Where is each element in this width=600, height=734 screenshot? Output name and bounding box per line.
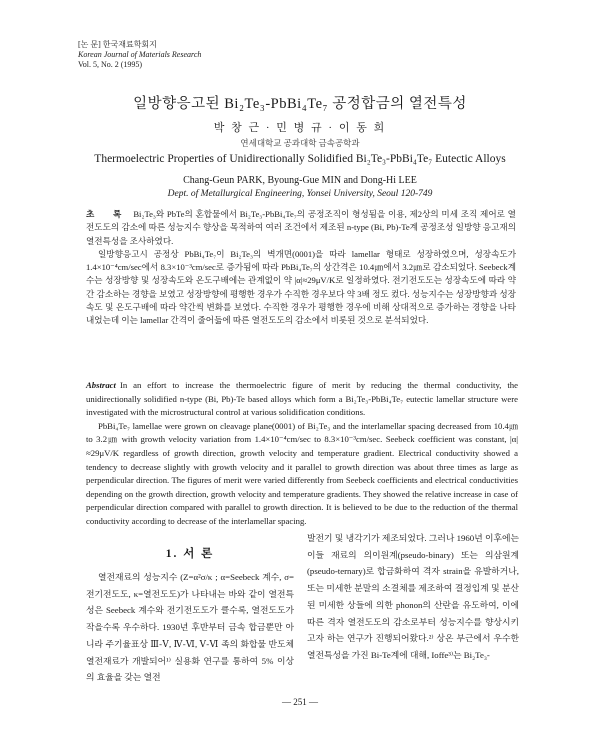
abstract-english-p2: PbBi₄Te₇ lamellae were grown on cleavage plane(0001) of Bi₂Te₃ and the interlamellar spacing decreased from 10.4㎛ to 3.2㎛ with growth velocity variation from 1.4×10⁻⁴cm/sec to 8.3×10⁻³cm/sec. Seebeck coefficient was constant, |α|≈29μV/K regardless of growth direction, growth velocity and temperature gradient. Electrical conductivity showed a tendency to decrease slightly with growth velocity and it parallel to growth direction was about three times as large as perpendicular direction. The figures of merit were varied differently from Seebeck coefficients and electrical conductivities depending on the growth direction, growth velocity and temperature gradients. They showed the relative increase in case of perpendicular direction compared with parallel to growth direction. It is believed to be due to the reduction of the thermal conductivity according to decrease of the interlamellar spacing. xyxy=(86,420,518,526)
authors-english: Chang-Geun PARK, Byoung-Gue MIN and Dong-Hi LEE xyxy=(183,175,417,186)
page-number: — 251 — xyxy=(282,697,318,707)
abstract-english xyxy=(86,379,518,529)
affiliation-korean: 연세대학교 공과대학 금속공학과 xyxy=(240,138,360,148)
abstract-korean-lead: 초 록 xyxy=(86,209,130,219)
affiliation-english: Dept. of Metallurgical Engineering, Yonsei University, Seoul 120-749 xyxy=(167,189,433,199)
journal-line-1: [논 문] 한국재료학회지 xyxy=(78,40,157,49)
journal-header xyxy=(78,40,201,70)
abstract-english-lead: Abstract xyxy=(86,380,116,390)
column-left xyxy=(86,548,294,686)
intro-left-text: 열전재료의 성능지수 (Z=α²σ/κ ; α=Seebeck 계수, σ=전기전도도, κ=열전도도)가 나타내는 바와 같이 열전특성은 Seebeck 계수와 전기전도도가 클수록, 열전도도가 작을수록 우수하다. 1930년 후반부터 금속 합금뿐만 아니라 주기율표상 Ⅲ-Ⅴ, Ⅳ-Ⅵ, Ⅴ-Ⅵ 족의 화합물 반도체 열전재료가 개발되어¹⁾ 실용화 연구를 통하여 5% 이상의 효율을 갖는 열전 xyxy=(86,572,294,683)
journal-line-3: Vol. 5, No. 2 (1995) xyxy=(78,60,143,69)
authors-korean: 박 창 근 · 민 병 규 · 이 동 희 xyxy=(213,122,387,134)
title-korean: 일방향응고된 Bi₂Te₃-PbBi₄Te₇ 공정합금의 열전특성 xyxy=(133,96,467,112)
journal-line-2: Korean Journal of Materials Research xyxy=(78,50,202,59)
column-right xyxy=(307,530,519,664)
abstract-korean xyxy=(86,208,516,328)
abstract-english-p1: In an effort to increase the thermoelectric figure of merit by reducing the thermal conductivity, the unidirectionally solidified n-type (Bi, Pb)-Te based alloys which form a Bi₂Te₃-PbBi₄Te₇ eutectic lamellar structure were investigated with the microstructural control at various solidification conditions. xyxy=(86,380,518,418)
section-heading-introduction: 1. 서 론 xyxy=(165,548,215,560)
abstract-korean-p1: Bi₂Te₃와 PbTe의 혼합물에서 Bi₂Te₃-PbBi₄Te₇의 공정조직이 형성됨을 이용, 제2상의 미세 조직 제어로 열전도도의 감소에 따른 성능지수 향상을 목적하여 여러 조건에서 제조된 n-type (Bi, Pb)-Te계 공정조성 일방향 응고재의 열전특성을 조사하였다. xyxy=(86,209,516,246)
abstract-korean-p2: 일방향응고시 공정상 PbBi₄Te₇이 Bi₂Te₃의 벽개면(0001)을 따라 lamellar 형태로 성장하였으며, 성장속도가 1.4×10⁻⁴cm/sec에서 8.3×10⁻³cm/sec로 증가됨에 따라 PbBi₄Te₇의 상간격은 10.4㎛에서 3.2㎛로 감소되었다. Seebeck계수는 성장방향 및 성장속도와 온도구배에는 관계없이 약 |α|≈29μV/K로 일정하였다. 전기전도도는 성장속도에 따라 약간 감소하는 경향을 보였고 성장방향에 평행한 경우가 수직한 경우보다 약 3배 정도 컸다. 성능지수는 성장방향과 성장속도 및 온도구배에 따라 약간씩 변화를 보였다. 수직한 경우가 평행한 경우에 비해 상대적으로 증가하는 경향을 나타내었는데 이는 lamellar 간격이 줄어듦에 따른 열전도도의 감소에서 비롯된 것으로 분석되었다. xyxy=(86,248,516,326)
intro-right-text: 발전기 및 냉각기가 제조되었다. 그러나 1960년 이후에는 이들 재료의 의이원계(pseudo-binary) 또는 의삼원계(pseudo-ternary)로 합금화하여 격자 strain을 유발하거나, 또는 미세한 분말의 소결체를 제조하여 결정입계 및 분산된 미세한 상들에 의한 phonon의 산란을 유도하여, 이에 따른 격자 열전도도의 감소로부터 성능지수를 향상시키고자 하는 연구가 진행되어왔다.²⁾ 상온 부근에서 우수한 열전특성을 가진 Bi-Te계에 대해, Ioffe³⁾는 Bi₂Te₃- xyxy=(307,533,519,660)
title-english: Thermoelectric Properties of Unidirectionally Solidified Bi₂Te₃-PbBi₄Te₇ Eutectic Alloys xyxy=(94,153,506,165)
